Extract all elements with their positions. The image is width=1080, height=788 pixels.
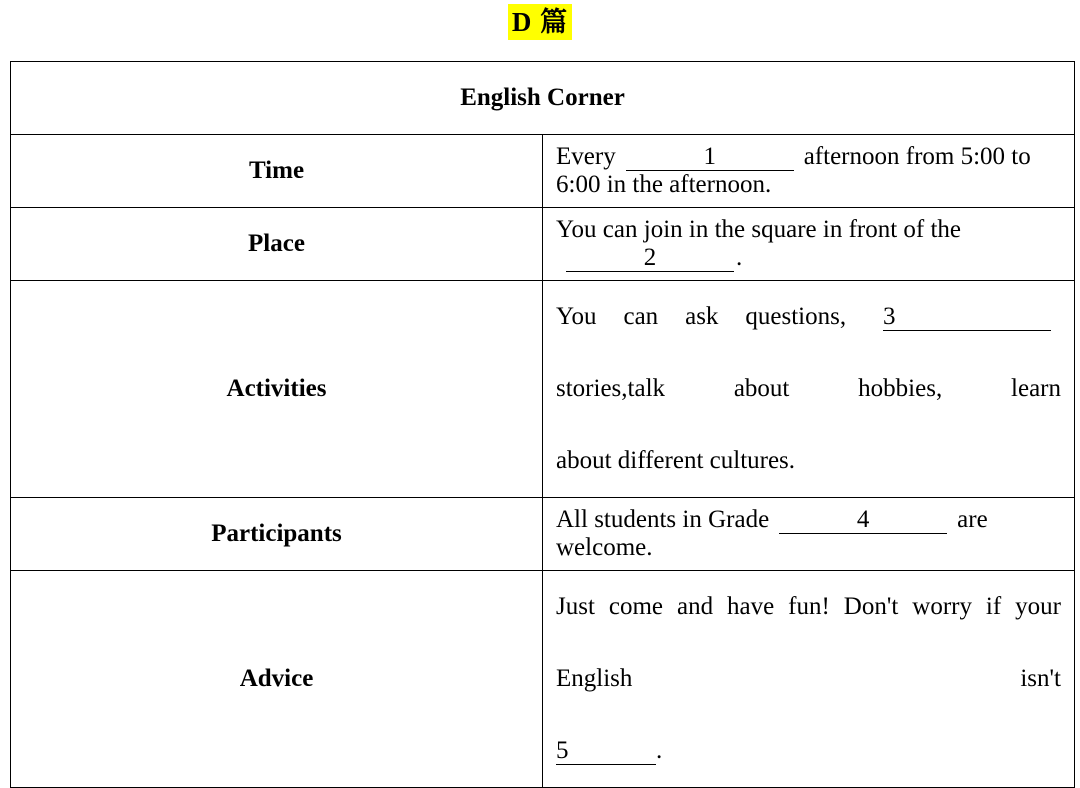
advice-line-1: Just come and have fun! Don't worry if your English isn't (556, 593, 1061, 692)
heading-wrapper (0, 4, 1080, 40)
section-heading: D 篇 (508, 4, 572, 40)
table-row-place (11, 208, 1075, 281)
advice-line-2 (556, 715, 1061, 787)
place-text-after: . (736, 244, 743, 271)
activities-text-before: You can ask questions, (556, 303, 847, 330)
row-content-activities (543, 281, 1075, 498)
row-label-time: Time (11, 135, 543, 208)
activities-text-after: stories,talk about hobbies, learn (556, 375, 1061, 402)
place-text-before: You can join in the square in front of the (556, 216, 962, 243)
blank-3: 3 (883, 304, 1051, 331)
row-label-activities: Activities (11, 281, 543, 498)
row-content-advice (543, 571, 1075, 788)
english-corner-table (10, 61, 1075, 788)
advice-text-after: . (656, 737, 663, 764)
blank-4: 4 (779, 507, 947, 534)
table-row-participants (11, 498, 1075, 571)
blank-5: 5 (556, 738, 656, 765)
participants-text-after: are welcome. (556, 506, 988, 561)
row-label-place: Place (11, 208, 543, 281)
table-row-advice (11, 571, 1075, 788)
time-text-after: afternoon from 5:00 to 6:00 in the afternoon. (556, 143, 1031, 198)
blank-2: 2 (566, 245, 734, 272)
row-content-participants (543, 498, 1075, 571)
row-label-advice: Advice (11, 571, 543, 788)
time-text-before: Every (556, 143, 616, 170)
blank-1: 1 (626, 144, 794, 171)
row-content-time (543, 135, 1075, 208)
activities-line-1 (556, 281, 1061, 425)
table-title: English Corner (11, 62, 1075, 135)
activities-line-2: about different cultures. (556, 447, 796, 474)
row-content-place (543, 208, 1075, 281)
table-title-row (11, 62, 1075, 135)
table-row-time (11, 135, 1075, 208)
table-row-activities (11, 281, 1075, 498)
participants-text-before: All students in Grade (556, 506, 770, 533)
row-label-participants: Participants (11, 498, 543, 571)
